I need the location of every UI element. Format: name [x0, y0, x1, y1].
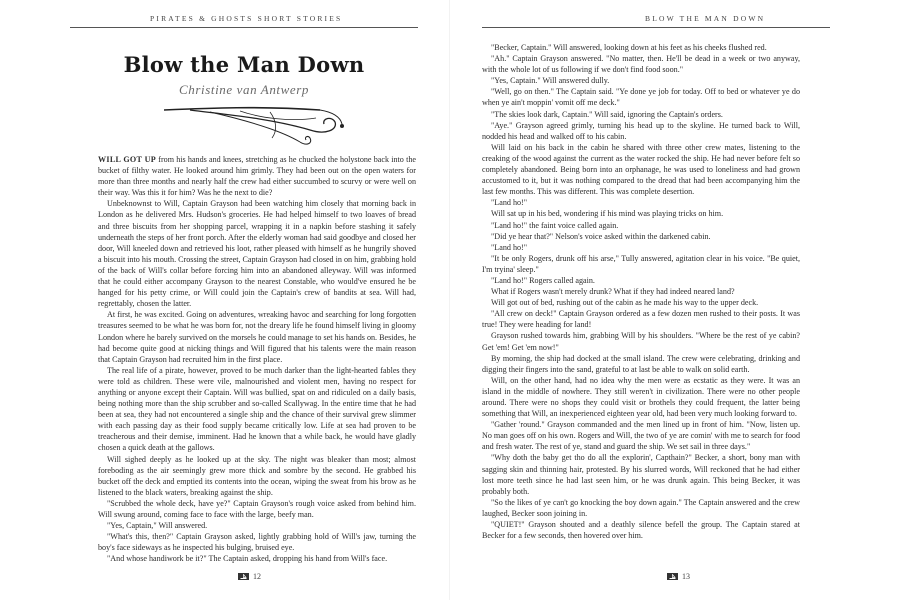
author-name: Christine van Antwerp	[178, 82, 310, 97]
paragraph: "It be only Rogers, drunk off his arse," Tully answered, agitation clear in his voice. "Be quiet, I'm tryina' sleep."	[482, 253, 800, 274]
paragraph: What if Rogers wasn't merely drunk? What if they had indeed neared land?	[491, 287, 735, 297]
paragraph: "Aye." Grayson agreed grimly, turning his head up to the skyline. He turned back to Will, nodded his head and walked off to his cabin.	[482, 120, 800, 141]
left-body-text	[98, 154, 416, 564]
right-page	[450, 0, 900, 600]
page-number-right	[667, 572, 690, 581]
paragraph: By morning, the ship had docked at the small island. The crew were celebrating, drinking and digging their fingers into the sand, grateful to at last be able to walk on solid earth.	[482, 353, 800, 374]
paragraph: Unbeknownst to Will, Captain Grayson had been watching him closely that morning back in London as he delivered Mrs. Hudson's groceries. He had helped himself to two loaves of bread and three biscuits from her shopping parcel, wrapping it in a napkin before stashing it safely underneath the steps of her front porch. After the elderly woman had said goodbye and closed her door, Will kneeled down and retrieved his loot, rather pleased with himself as he hungrily shoved a biscuit into his mouth. Crossing the street, Captain Grayson had closed in on him, grabbing hold of the back of Will's collar before forcing him into an abandoned alleyway. Will was informed that he could either accompany Grayson to the nearest Constable, who would've ensured he be hanged for his petty crime, or Will could join the Captain's crew of bandits at sea. Will had, regrettably, chosen the latter.	[98, 199, 416, 309]
running-head-left: PIRATES & GHOSTS SHORT STORIES	[150, 14, 343, 23]
paragraph: Grayson rushed towards him, grabbing Will by his shoulders. "Where be the rest of ye cabin? Get 'em! Get 'em now!"	[482, 331, 800, 352]
header-rule	[482, 27, 830, 28]
paragraph: "Did ye hear that?" Nelson's voice asked within the darkened cabin.	[491, 231, 711, 241]
page-number-left	[238, 572, 261, 581]
paragraph: "So the likes of ye can't go knocking the boy down again." The Captain answered and the crew laughed, Becker soon joining in.	[482, 497, 800, 518]
paragraph: "QUIET!" Grayson shouted and a deathly silence befell the group. The Captain stared at Becker for a few seconds, then hovered over him.	[482, 520, 800, 541]
paragraph: The real life of a pirate, however, proved to be much darker than the light-hearted fables they were told as children. These were vile, malnourished and violent men, having no respect for anything or anyone except their Captain. Will was bullied, spat on and ridiculed on a daily basis, being nothing more than the ship scrubber and so-called Scallywag. In the entire time that he had been at sea, they had not encountered a single ship and the chance of their survival grew slimmer with each passing day as their food supply became critically low. Life at sea had proven to be treacherous and their demise, imminent. Had he known that a while back, he would have gladly chosen a quick death at the gallows.	[98, 365, 416, 453]
paragraph: "Land ho!" Rogers called again.	[491, 275, 595, 285]
page-number: 12	[253, 572, 261, 581]
paragraph: "Ah." Captain Grayson answered. "No matter, then. He'll be dead in a week or two anyway, with the whole lot of us following if we don't find food soon."	[482, 54, 800, 75]
paragraph: "Well, go on then." The Captain said. "Ye done ye job for today. Off to bed or whatever ye do when ye ain't moppin' vomit off me deck."	[482, 87, 800, 108]
first-paragraph	[98, 154, 416, 198]
lead-in: WILL GOT UP	[98, 155, 157, 164]
right-body-text	[482, 42, 800, 541]
story-title: Blow the Man Down	[123, 52, 365, 77]
paragraph: "Land ho!"	[491, 198, 528, 208]
paragraph: "Yes, Captain." Will answered dully.	[491, 76, 610, 86]
paragraph: "Land ho!"	[491, 242, 528, 252]
paragraph: "Why doth the baby get tho do all the explorin', Capthain?" Becker, a short, bony man with sagging skin and thinning hair, protested. By his slurred words, Will reckoned that he had either lost more teeth since he had last seen him, or he was drunk again. This being Becker, it was probably both.	[482, 453, 800, 496]
paragraph: "The skies look dark, Captain." Will said, ignoring the Captain's orders.	[491, 109, 723, 119]
paragraph: Will laid on his back in the cabin he shared with three other crew mates, listening to the creaking of the wood against the current as the water rocked the ship. He had never before felt so completely abandoned. Being born into an orphanage, he was used to loneliness and had grown accustomed to it, but it was nothing compared to the dread that had been accompanying him the last few months. This was different. This was complete desertion.	[482, 142, 800, 197]
paragraph: Will got out of bed, rushing out of the cabin as he made his way to the upper deck.	[491, 298, 759, 308]
running-head-right: BLOW THE MAN DOWN	[645, 14, 766, 23]
flourish-ornament	[150, 100, 350, 148]
first-paragraph-text: from his hands and knees, stretching as he chucked the holystone back into the bucket of filthy water. He looked around him grimly. They had been out on the open waters for more than three months and nearly half the crew had either succumbed to scurvy or were well on their way. Was this it for him? Was he the next to die?	[98, 155, 416, 198]
ship-icon	[238, 573, 249, 580]
paragraph: At first, he was excited. Going on adventures, wreaking havoc and searching for long forgotten treasures seemed to be what he was born for, not the dreary life he found himself living in gloomy London where he barely survived on the morsels he could manage to set his hands on. Besides, he had become quite good at nicking things and Will figured that his talents were the main reason that Captain Grayson had recruited him in the first place.	[98, 310, 416, 364]
paragraph: "Land ho!" the faint voice called again.	[491, 220, 619, 230]
paragraph: "Scrubbed the whole deck, have ye?" Captain Grayson's rough voice asked from behind him. Will swung around, coming face to face with the large, beefy man.	[98, 498, 416, 519]
paragraph: "Gather 'round." Grayson commanded and the men lined up in front of him. "Now, listen up. No man goes off on his own. Rogers and Will, the two of ye are comin' with me to search for food and fresh water. The rest of ye, stand and guard the ship. We set sail in three days."	[482, 420, 800, 452]
paragraph: Will sat up in his bed, wondering if his mind was playing tricks on him.	[491, 209, 724, 219]
paragraph: "What's this, then?" Captain Grayson asked, lightly grabbing hold of Will's jaw, turning the boy's face sideways as he inspected his bulging, bruised eye.	[98, 532, 416, 553]
ship-icon	[667, 573, 678, 580]
paragraph: "Yes, Captain," Will answered.	[107, 521, 208, 531]
paragraph: "And whose handiwork be it?" The Captain asked, dropping his hand from Will's face.	[107, 554, 388, 564]
paragraph: "All crew on deck!" Captain Grayson ordered as a few dozen men rushed to their posts. It was true! They were heading for land!	[482, 309, 800, 330]
paragraph: "Becker, Captain." Will answered, looking down at his feet as his cheeks flushed red.	[491, 43, 767, 52]
page-number: 13	[682, 572, 690, 581]
paragraph: Will sighed deeply as he looked up at the sky. The night was bleaker than most; almost foreboding as the air seemingly grew more thick and sombre by the second. He grabbed his bucket off the deck and emptied its contents into the ocean, wiping the sweat from his brow as he listened to the black waters, breaking against the ship.	[98, 454, 416, 497]
header-rule	[70, 27, 418, 28]
paragraph: Will, on the other hand, had no idea why the men were as ecstatic as they were. It was an island in the middle of nowhere. They still weren't in civilization. There were no other people around. There were no shops they could visit or brothels they could frequent, the latter being something that Will, an inexperienced eighteen year old, had been very much looking forward to.	[482, 375, 800, 419]
